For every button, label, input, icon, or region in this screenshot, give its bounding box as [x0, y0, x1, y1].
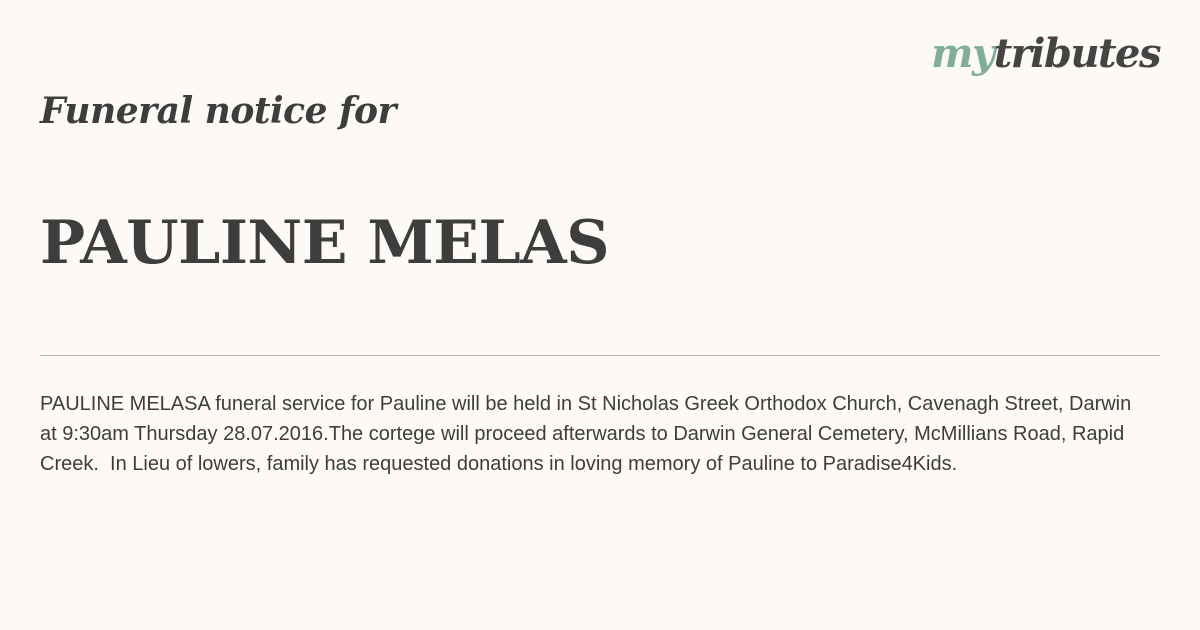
logo-suffix: tributes [993, 30, 1160, 77]
notice-body: PAULINE MELASA funeral service for Pauline will be held in St Nicholas Greek Orthodox Church, Cavenagh Street, Darwin at 9:30am Thursday 28.07.2016.The cortege will proceed afterwards to Darwin General Cemetery, McMillians Road, Rapid Creek. In Lieu of lowers, family has requested donations in loving memory of Pauline to Paradise4Kids. [40, 393, 1137, 475]
notice-heading: Funeral notice for [40, 90, 396, 132]
deceased-name: PAULINE MELAS [40, 208, 610, 278]
section-divider [40, 355, 1160, 356]
logo-prefix: my [931, 30, 994, 77]
mytributes-logo[interactable] [931, 30, 1160, 77]
